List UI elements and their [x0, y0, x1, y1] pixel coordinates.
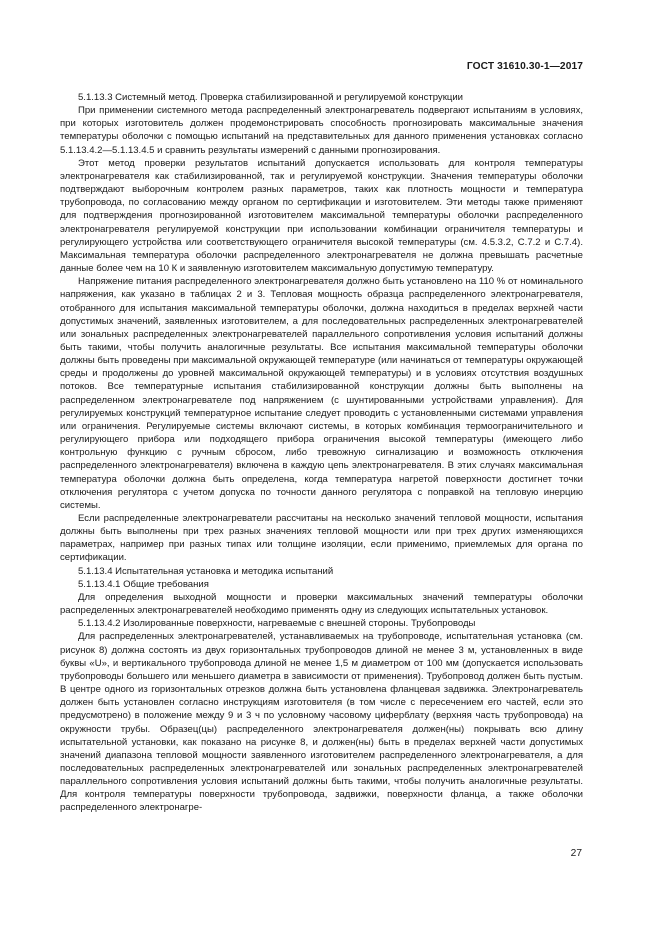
paragraph: Для определения выходной мощности и проверки максимальных значений температуры оболочки распределенных электронагревателей необходимо применять одну из следующих испытательных установок.: [60, 591, 583, 617]
paragraph: При применении системного метода распределенный электронагреватель подвергают испытаниям в условиях, при которых изготовитель должен продемонстрировать способность прогнозировать максимальные значения температуры оболочки с помощью испытаний на представительных для данного применения установках согласно 5.1.13.4.2—5.1.13.4.5 и сравнить результаты измерений с данными прогнозирования.: [60, 105, 583, 156]
section-heading-5-1-13-4-2: 5.1.13.4.2 Изолированные поверхности, нагреваемые с внешней стороны. Трубопроводы: [78, 618, 476, 630]
section-heading-5-1-13-4: 5.1.13.4 Испытательная установка и методика испытаний: [78, 565, 334, 577]
paragraph: Напряжение питания распределенного электронагревателя должно быть установлено на 110 % от номинального напряжения, как указано в таблицах 2 и 3. Тепловая мощность образца распределенного электронагревателя, отобранного для испытания максимальной температуры оболочки, должна находиться в пределах верхней части допустимых значений, заявленных изготовителем, а для последовательных распределенных электронагревателей или зональных распределенных электронагревателей параллельного сопротивления условия испытаний должны быть такими, чтобы получить аналогичные результаты. Все испытания максимальной температуры оболочки должны быть проведены при максимальной окружающей температуре (или начинаться от температуры окружающей среды и продолжены до уровней максимальной окружающей температуры) и в условиях отсутствия воздушных потоков. Все температурные испытания стабилизированной конструкции должны быть выполнены на распределенном электронагревателе под напряжением (с шунтированными устройствами управления). Для регулируемых конструкций температурное испытание следует проводить с установленными системами управления или ограничения. Регулируемые системы включают системы, в которых комбинация термоограничительного и регулирующего прибора или подходящего прибора ограничения высокой температуры (имеющего либо контрольную функцию с ручным сбросом, либо тревожную сигнализацию и возможность отключения распределенного электронагревателя) включена в каждую цепь электронагревателя. В этих случаях максимальная температура оболочки должна быть определена, когда температура нагретой поверхности достигнет точки отключения регулятора с учетом допуска по точности данного регулятора с поправкой на тепловую инерцию системы.: [60, 276, 583, 511]
page-number: 27: [570, 848, 582, 859]
document-body: [60, 91, 583, 815]
section-heading-5-1-13-3: 5.1.13.3 Системный метод. Проверка стабилизированной и регулируемой конструкции: [78, 92, 464, 103]
paragraph: Если распределенные электронагреватели рассчитаны на несколько значений тепловой мощности, испытания должны быть выполнены при трех разных значениях тепловой мощности или при трех других изменяющихся параметрах, например при разных типах или толщине изоляции, если применимо, приемлемых для органа по сертификации.: [60, 513, 583, 564]
document-header: ГОСТ 31610.30-1—2017: [466, 61, 583, 72]
section-heading-5-1-13-4-1: 5.1.13.4.1 Общие требования: [78, 578, 209, 590]
paragraph: Этот метод проверки результатов испытаний допускается использовать для контроля температуры электронагревателя как стабилизированной, так и регулируемой конструкции. Значения температуры оболочки подтверждают выборочным контролем разных параметров, таких как плотность мощности и температура трубопровода, по согласованию между органом по сертификации и изготовителем. Эти методы также применяют для подтверждения прогнозированной изготовителем максимальной температуры оболочки распределенного электронагревателя регулируемой конструкции при использовании комбинации ограничителя температуры и регулирующего устройства или соответствующего ограничителя высокой температуры (см. 4.5.3.2, С.7.2 и С.7.4). Максимальная температура оболочки распределенного электронагревателя не должна превышать расчетные данные более чем на 10 К и заявленную изготовителем максимальную допустимую температуру.: [60, 157, 583, 275]
paragraph: Для распределенных электронагревателей, устанавливаемых на трубопроводе, испытательная установка (см. рисунок 8) должна состоять из двух горизонтальных трубопроводов длиной не менее 3 м, установленных в виде буквы «U», и вертикального трубопровода длиной не менее 1,5 м диаметром от 100 мм (допускается использовать трубопроводы большего или меньшего диаметра в зависимости от применения). Трубопровод должен быть пустым. В центре одного из горизонтальных отрезков должна быть установлена фланцевая задвижка. Электронагреватель должен быть установлен согласно инструкциям изготовителя (в том числе с пересечением его частей, если это предусмотрено) в положение между 9 и 3 ч по условному часовому циферблату (верхняя часть трубопровода) на окружности трубы. Образец(цы) распределенного электронагревателя должен(ны) покрывать всю длину испытательной установки, как показано на рисунке 8, и должен(ны) быть в пределах верхней части допустимых значений диапазона тепловой мощности заявленного изготовителем распределенного электронагревателя, а для последовательных распределенных электронагревателей или зональных распределенных электронагревателей параллельного сопротивления условия испытаний должны быть такими, чтобы получить аналогичные результаты. Для контроля температуры поверхности трубопровода, задвижки, поверхности фланца, а также оболочки распределенного электронагре-: [60, 631, 583, 814]
